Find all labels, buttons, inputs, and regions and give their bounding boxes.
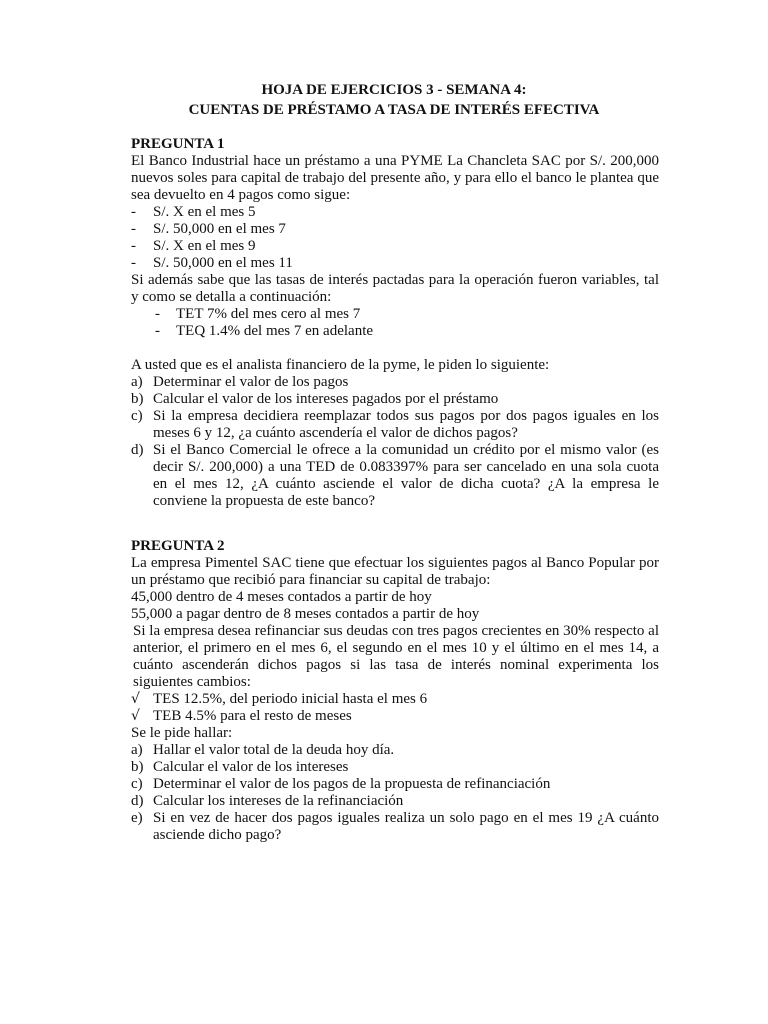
refinance-text: Si la empresa desea refinanciar sus deudas con tres pagos crecientes en 30% respecto al anterior, el primero en el mes 6, el segundo en el mes 10 y el último en el mes 14, a cuánto ascenderán dichos pagos si las tasa de interés nominal experimenta los siguientes cambios: [133,623,659,690]
dash-bullet: - [155,323,160,339]
rates-intro: Si además sabe que las tasas de interés pactadas para la operación fueron variables, tal y como se detalla a continuación: [131,272,659,305]
item-text: Determinar el valor de los pagos de la propuesta de refinanciación [153,776,551,792]
rate-text: TEB 4.5% para el resto de meses [153,708,352,724]
payment-list [131,204,659,272]
list-item [131,374,659,391]
rate-text: TET 7% del mes cero al mes 7 [176,306,361,322]
item-text: Calcular el valor de los intereses pagados por el préstamo [153,391,499,407]
question-1-heading: PREGUNTA 1 [131,136,225,152]
dash-bullet: - [131,204,136,220]
list-item [131,238,659,255]
item-text: Hallar el valor total de la deuda hoy día. [153,742,395,758]
question-1-intro: El Banco Industrial hace un préstamo a una PYME La Chancleta SAC por S/. 200,000 nuevos soles para capital de trabajo del presente año, y para ello el banco le plantea que sea devuelto en 4 pagos como sigue: [131,153,659,203]
item-letter: c) [131,776,143,792]
rate-changes-list [131,691,659,725]
list-item [131,391,659,408]
item-letter: c) [131,408,143,424]
question-1 [131,136,659,510]
item-letter: a) [131,742,143,758]
list-item [131,759,659,776]
task-list [131,742,659,844]
item-letter: b) [131,391,144,407]
item-text: Determinar el valor de los pagos [153,374,349,390]
list-item [131,255,659,272]
task-intro: A usted que es el analista financiero de la pyme, le piden lo siguiente: [131,357,550,373]
question-2-heading: PREGUNTA 2 [131,538,225,554]
document-title [130,80,658,120]
payment-text: S/. X en el mes 5 [153,204,256,220]
list-item [131,306,659,323]
title-line-1: HOJA DE EJERCICIOS 3 - SEMANA 4: [261,82,527,98]
list-item [131,776,659,793]
title-line-2: CUENTAS DE PRÉSTAMO A TASA DE INTERÉS EFECTIVA [188,102,600,118]
list-item [131,204,659,221]
check-icon: √ [131,708,140,724]
item-letter: e) [131,810,143,826]
check-icon: √ [131,691,140,707]
debt-line: 55,000 a pagar dentro de 8 meses contados a partir de hoy [131,606,480,622]
question-2-intro: La empresa Pimentel SAC tiene que efectuar los siguientes pagos al Banco Popular por un préstamo que recibió para financiar su capital de trabajo: [131,555,659,588]
list-item [131,742,659,759]
item-text: Si en vez de hacer dos pagos iguales realiza un solo pago en el mes 19 ¿A cuánto asciende dicho pago? [153,810,659,843]
dash-bullet: - [131,255,136,271]
list-item [131,408,659,442]
list-item [131,793,659,810]
item-letter: d) [131,442,144,458]
item-text: Si la empresa decidiera reemplazar todos sus pagos por dos pagos iguales en los meses 6 y 12, ¿a cuánto ascendería el valor de dichos pagos? [153,408,659,441]
debt-line: 45,000 dentro de 4 meses contados a partir de hoy [131,589,432,605]
item-letter: a) [131,374,143,390]
rates-list [131,306,659,340]
dash-bullet: - [155,306,160,322]
list-item [131,221,659,238]
payment-text: S/. X en el mes 9 [153,238,256,254]
item-text: Si el Banco Comercial le ofrece a la comunidad un crédito por el mismo valor (es decir S/. 200,000) a una TED de 0.083397% para ser cancelado en una sola cuota en el mes 12, ¿A cuánto asciende el valor de dicha cuota? ¿A la empresa le conviene la propuesta de este banco? [153,442,659,509]
payment-text: S/. 50,000 en el mes 7 [153,221,286,237]
list-item [131,442,659,510]
item-text: Calcular el valor de los intereses [153,759,349,775]
list-item [131,323,659,340]
task-intro: Se le pide hallar: [131,725,233,741]
dash-bullet: - [131,238,136,254]
item-text: Calcular los intereses de la refinanciación [153,793,404,809]
list-item [131,691,659,708]
dash-bullet: - [131,221,136,237]
task-list [131,374,659,510]
rate-text: TEQ 1.4% del mes 7 en adelante [176,323,374,339]
item-letter: b) [131,759,144,775]
rate-text: TES 12.5%, del periodo inicial hasta el mes 6 [153,691,428,707]
list-item [131,708,659,725]
item-letter: d) [131,793,144,809]
question-2 [131,538,659,844]
list-item [131,810,659,844]
payment-text: S/. 50,000 en el mes 11 [153,255,293,271]
debt-list [131,589,659,623]
